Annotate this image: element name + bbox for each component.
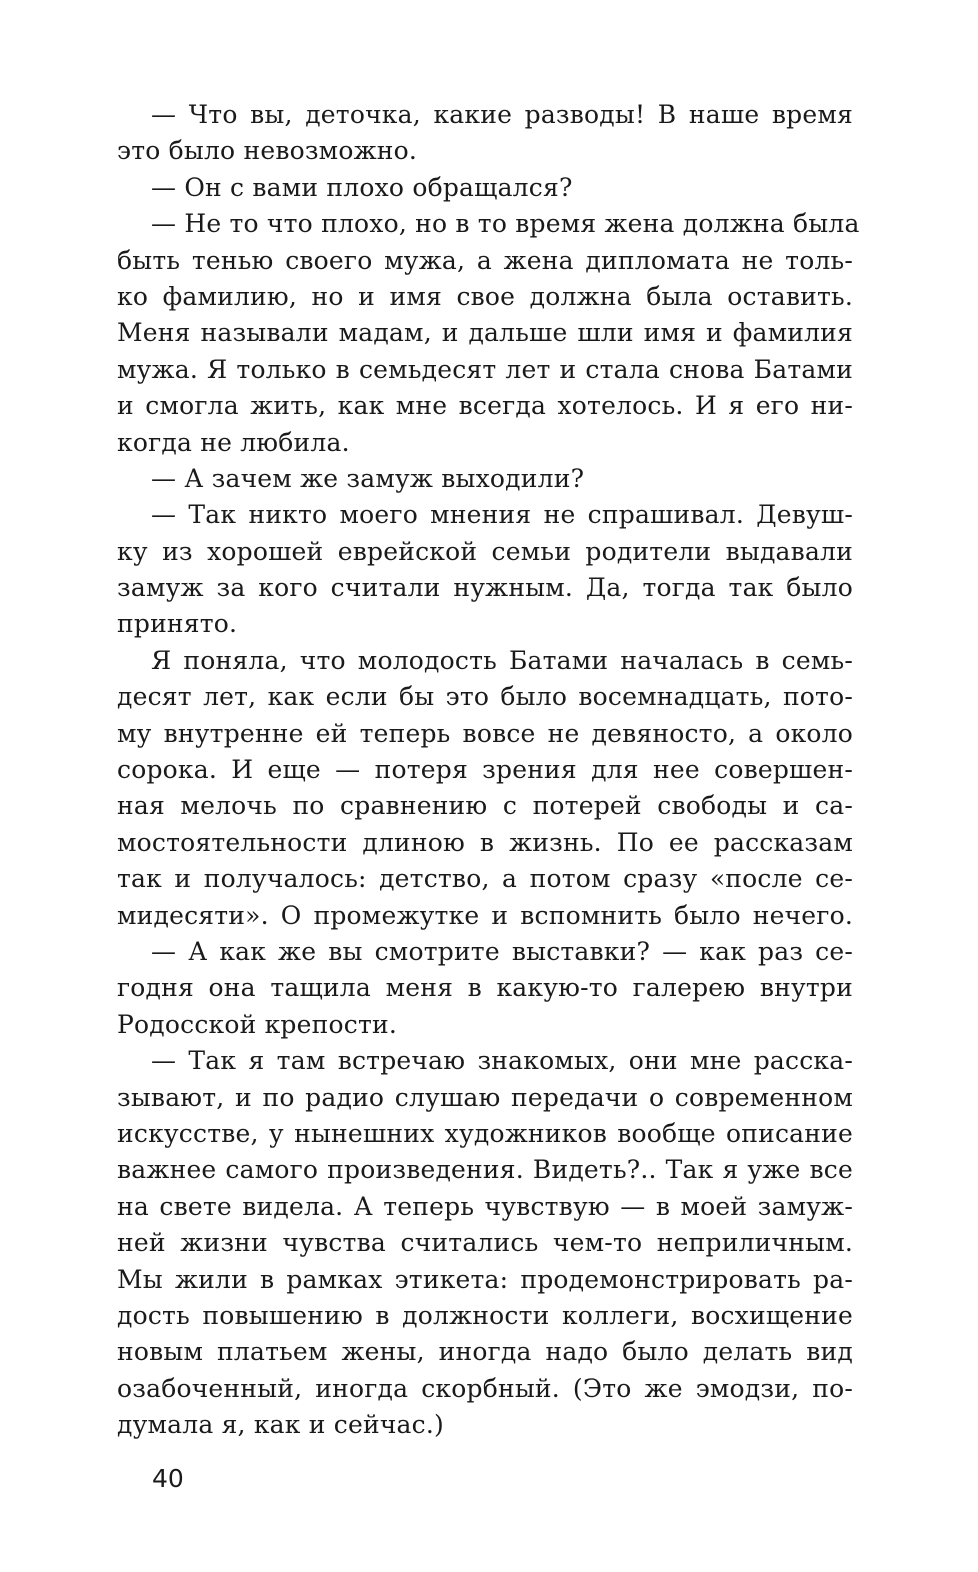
- text-line: — Не то что плохо, но в то время жена должна была: [151, 209, 860, 239]
- text-line: так и получалось: детство, а потом сразу «после се-: [117, 864, 853, 894]
- text-line: — А как же вы смотрите выставки? — как раз се-: [151, 936, 853, 966]
- text-line: новым платьем жены, иногда надо было делать вид: [117, 1337, 853, 1367]
- text-line: му внутренне ей теперь вовсе не девяносто, а около: [117, 718, 853, 748]
- text-line: Я поняла, что молодость Батами началась в семь-: [151, 645, 853, 675]
- text-line: Мы жили в рамках этикета: продемонстрировать ра-: [117, 1264, 853, 1294]
- text-line: — Так я там встречаю знакомых, они мне расска-: [151, 1046, 853, 1076]
- text-line: думала я, как и сейчас.): [117, 1410, 444, 1440]
- text-line: Родосской крепости.: [117, 1009, 397, 1039]
- text-line: мостоятельности длиною в жизнь. По ее рассказам: [117, 827, 853, 857]
- text-line: — А зачем же замуж выходили?: [151, 463, 585, 493]
- text-line: зывают, и по радио слушаю передачи о современном: [117, 1082, 853, 1112]
- page-number: 40: [152, 1464, 184, 1493]
- text-line: десят лет, как если бы это было восемнадцать, пото-: [117, 682, 853, 712]
- text-line: Меня называли мадам, и дальше шли имя и фамилия: [117, 318, 853, 348]
- text-line: ней жизни чувства считались чем-то неприличным.: [117, 1228, 853, 1258]
- text-line: — Что вы, деточка, какие разводы! В наше время: [151, 100, 853, 129]
- text-line: — Так никто моего мнения не спрашивал. Девуш-: [151, 500, 853, 530]
- text-line: — Он с вами плохо обращался?: [151, 172, 573, 202]
- text-line: сорока. И еще — потеря зрения для нее совершен-: [117, 755, 853, 785]
- text-line: ная мелочь по сравнению с потерей свободы и са-: [117, 791, 853, 821]
- text-line: принято.: [117, 609, 238, 639]
- text-line: дость повышению в должности коллеги, восхищение: [117, 1300, 853, 1330]
- text-line: замуж за кого считали нужным. Да, тогда так было: [117, 573, 853, 603]
- text-line: мидесяти». О промежутке и вспомнить было нечего.: [117, 900, 853, 930]
- text-line: ко фамилию, но и имя свое должна была оставить.: [117, 281, 853, 311]
- text-line: и смогла жить, как мне всегда хотелось. И я его ни-: [117, 391, 853, 421]
- text-line: когда не любила.: [117, 427, 350, 457]
- text-line: мужа. Я только в семьдесят лет и стала снова Батами: [117, 354, 853, 384]
- text-line: быть тенью своего мужа, а жена дипломата не толь-: [117, 245, 853, 275]
- text-line: это было невозможно.: [117, 136, 418, 166]
- text-line: важнее самого произведения. Видеть?.. Так я уже все: [117, 1155, 853, 1185]
- text-line: на свете видела. А теперь чувствую — в моей замуж-: [117, 1191, 853, 1221]
- text-line: искусстве, у нынешних художников вообще описание: [117, 1118, 853, 1148]
- text-line: озабоченный, иногда скорбный. (Это же эмодзи, по-: [117, 1373, 853, 1403]
- text-line: годня она тащила меня в какую-то галерею внутри: [117, 973, 853, 1003]
- page-body: [117, 97, 860, 1443]
- text-line: ку из хорошей еврейской семьи родители выдавали: [117, 536, 853, 566]
